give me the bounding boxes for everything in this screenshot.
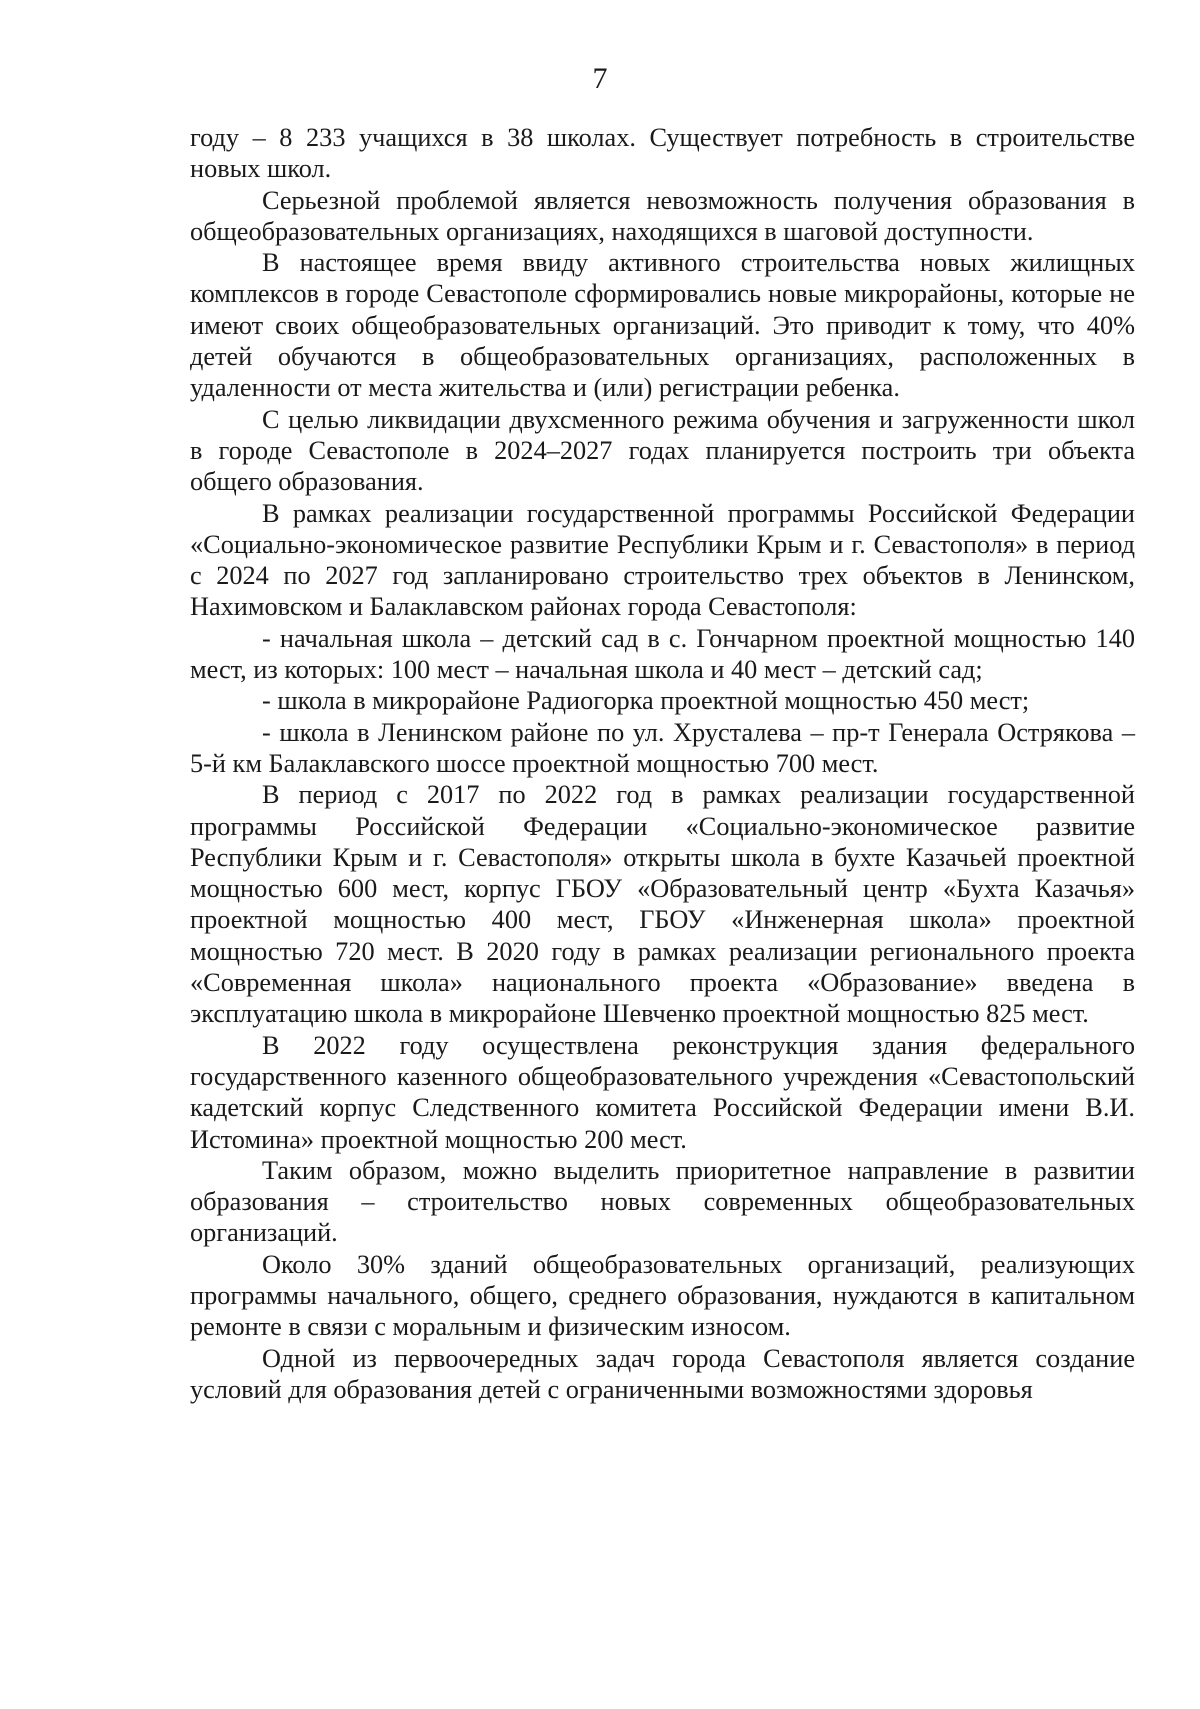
paragraph: Одной из первоочередных задач города Севастополя является создание условий для образования детей с ограниченными возможностями здоровья: [190, 1343, 1135, 1404]
paragraph: В 2022 году осуществлена реконструкция здания федерального государственного казенного общеобразовательного учреждения «Севастопольский кадетский корпус Следственного комитета Российской Федерации имени В.И. Истомина» проектной мощностью 200 мест.: [190, 1030, 1135, 1154]
body-text: [190, 122, 1135, 1405]
paragraph: С целью ликвидации двухсменного режима обучения и загруженности школ в городе Севастополе в 2024–2027 годах планируется построить три объекта общего образования.: [190, 404, 1135, 497]
paragraph: Таким образом, можно выделить приоритетное направление в развитии образования – строительство новых современных общеобразовательных организаций.: [190, 1155, 1135, 1248]
list-item: - школа в микрорайоне Радиогорка проектной мощностью 450 мест;: [262, 686, 1030, 716]
paragraph-continuation: году – 8 233 учащихся в 38 школах. Существует потребность в строительстве новых школ.: [190, 123, 1135, 184]
list-item: - школа в Ленинском районе по ул. Хрусталева – пр-т Генерала Острякова – 5-й км Балаклавского шоссе проектной мощностью 700 мест.: [190, 717, 1135, 778]
list-item: - начальная школа – детский сад в с. Гончарном проектной мощностью 140 мест, из которых: 100 мест – начальная школа и 40 мест – детский сад;: [190, 623, 1135, 685]
paragraph: Серьезной проблемой является невозможность получения образования в общеобразовательных организациях, находящихся в шаговой доступности.: [190, 185, 1135, 246]
paragraph: В рамках реализации государственной программы Российской Федерации «Социально-экономическое развитие Республики Крым и г. Севастополя» в период с 2024 по 2027 год запланировано строительство трех объектов в Ленинском, Нахимовском и Балаклавском районах города Севастополя:: [190, 498, 1135, 622]
page-number: 7: [592, 62, 608, 95]
paragraph: В период с 2017 по 2022 год в рамках реализации государственной программы Российской Федерации «Социально-экономическое развитие Республики Крым и г. Севастополя» открыты школа в бухте Казачьей проектной мощностью 600 мест, корпус ГБОУ «Образовательный центр «Бухта Казачья» проектной мощностью 400 мест, ГБОУ «Инженерная школа» проектной мощностью 720 мест. В 2020 году в рамках реализации регионального проекта «Современная школа» национального проекта «Образование» введена в эксплуатацию школа в микрорайоне Шевченко проектной мощностью 825 мест.: [190, 780, 1135, 1029]
paragraph: Около 30% зданий общеобразовательных организаций, реализующих программы начального, общего, среднего образования, нуждаются в капитальном ремонте в связи с моральным и физическим износом.: [190, 1249, 1135, 1342]
paragraph: В настоящее время ввиду активного строительства новых жилищных комплексов в городе Севастополе сформировались новые микрорайоны, которые не имеют своих общеобразовательных организаций. Это приводит к тому, что 40% детей обучаются в общеобразовательных организациях, расположенных в удаленности от места жительства и (или) регистрации ребенка.: [190, 248, 1135, 403]
